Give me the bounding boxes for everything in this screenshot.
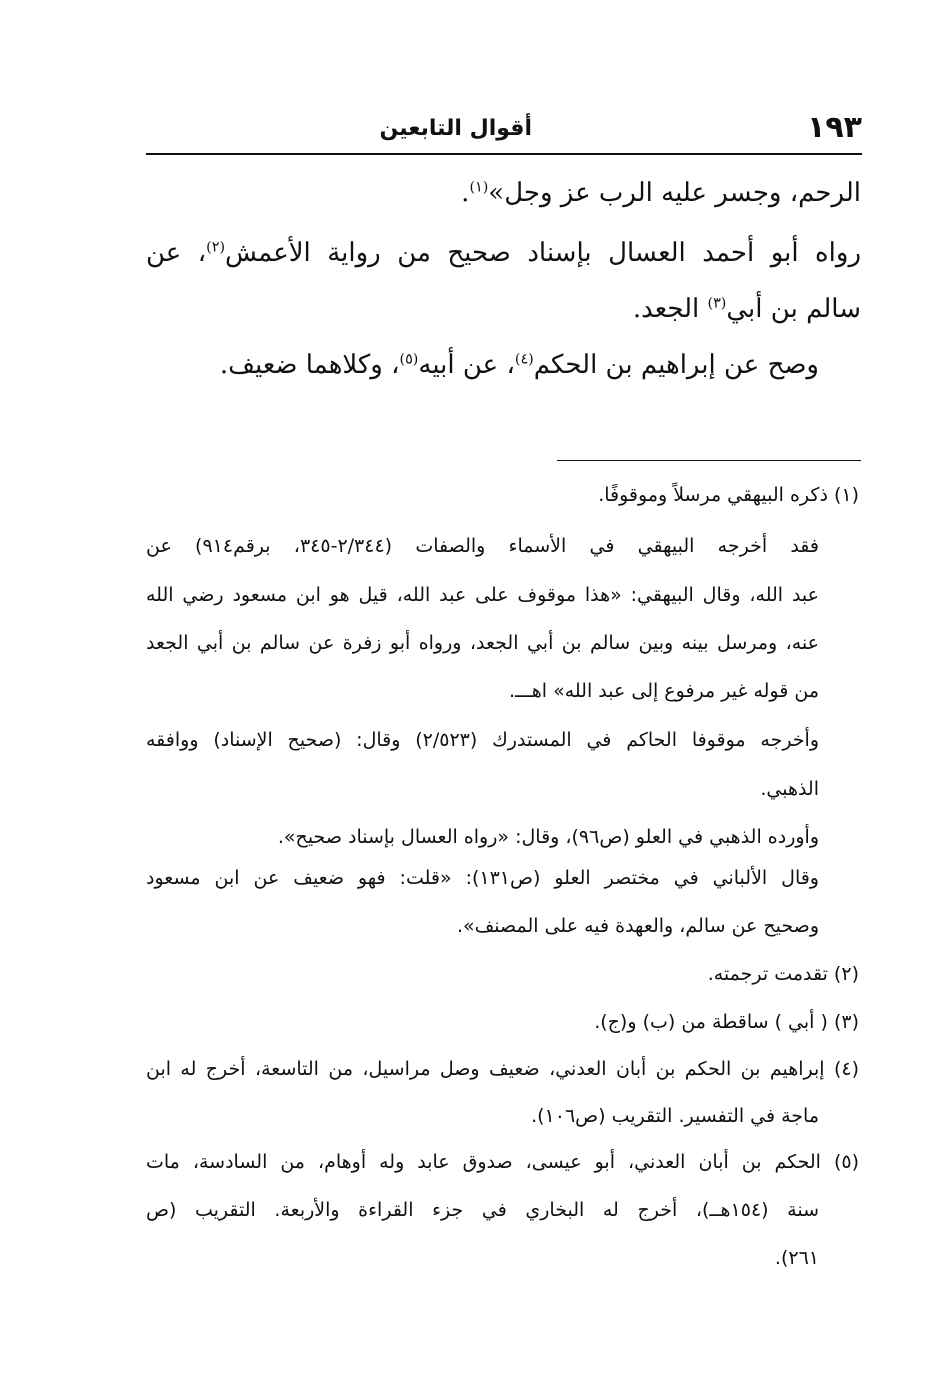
footnote-line: عبد الله، وقال البيهقي: «هذا موقوف على عبد الله، قيل هو ابن مسعود رضي الله: [146, 584, 819, 606]
footnote-ref: (٣): [707, 295, 727, 312]
footnote-line: وصحيح عن سالم، والعهدة فيه على المصنف».: [456, 915, 819, 937]
text-segment: ، عن: [146, 238, 207, 268]
text-segment: ، وكلاهما ضعيف.: [219, 350, 400, 380]
footnote-line: (٣) ( أبي ) ساقطة من (ب) و(ج).: [594, 1011, 859, 1033]
footnote-ref: (٤): [514, 351, 534, 368]
footnote-line: الذهبي.: [760, 778, 819, 800]
text-segment: وصح عن إبراهيم بن الحكم: [533, 350, 819, 380]
text-segment: .: [461, 178, 470, 208]
footnote-line: وقال الألباني في مختصر العلو (ص١٣١): «قلت: فهو ضعيف عن ابن مسعود: [146, 867, 819, 889]
footnote-line: (٢) تقدمت ترجمته.: [707, 963, 859, 985]
header-rule: [146, 153, 862, 155]
text-segment: رواه أبو أحمد العسال بإسناد صحيح من رواية الأعمش: [225, 238, 862, 268]
main-text-line: [146, 240, 861, 266]
footnote-ref: (١): [469, 179, 489, 196]
footnote-separator: [557, 460, 861, 461]
main-text-line: [461, 180, 861, 206]
text-segment: الرحم، وجسر عليه الرب عز وجل»: [488, 178, 861, 208]
main-text-line: [633, 296, 861, 322]
footnote-line: ماجة في التفسير. التقريب (ص١٠٦).: [531, 1105, 819, 1127]
footnote-ref: (٥): [399, 351, 419, 368]
page-number: ١٩٣: [807, 110, 862, 145]
running-title: أقوال التابعين: [379, 116, 532, 141]
footnote-line: وأخرجه موقوفا الحاكم في المستدرك (٢/٥٢٣) وقال: (صحيح الإسناد) ووافقه: [146, 729, 819, 751]
page-header: [146, 108, 862, 154]
text-segment: سالم بن أبي: [726, 294, 861, 324]
footnote-line: عنه، ومرسل بينه وبين سالم بن أبي الجعد، ورواه أبو زفرة عن سالم بن أبي الجعد: [146, 632, 819, 654]
text-segment: ، عن أبيه: [418, 350, 515, 380]
footnote-line: من قوله غير مرفوع إلى عبد الله» اهـــ.: [509, 680, 819, 702]
footnote-line: (٥) الحكم بن أبان العدني، أبو عيسى، صدوق عابد وله أوهام، من السادسة، مات: [146, 1151, 859, 1173]
main-text-line: [220, 352, 819, 378]
text-segment: الجعد.: [632, 294, 708, 324]
footnote-ref: (٢): [206, 239, 226, 256]
footnote-line: (١) ذكره البيهقي مرسلاً وموقوفًا.: [598, 484, 859, 506]
footnote-line: فقد أخرجه البيهقي في الأسماء والصفات (٢/٣٤٤-٣٤٥، برقم٩١٤) عن: [146, 535, 819, 557]
footnote-line: (٤) إبراهيم بن الحكم بن أبان العدني، ضعيف وصل مراسيل، من التاسعة، أخرج له ابن: [146, 1058, 859, 1080]
footnote-line: ٢٦١).: [774, 1247, 819, 1269]
footnote-line: وأورده الذهبي في العلو (ص٩٦)، وقال: «رواه العسال بإسناد صحيح».: [277, 826, 819, 848]
footnote-line: سنة (١٥٤هــ)، أخرج له البخاري في جزء القراءة والأربعة. التقريب (ص: [146, 1199, 820, 1221]
